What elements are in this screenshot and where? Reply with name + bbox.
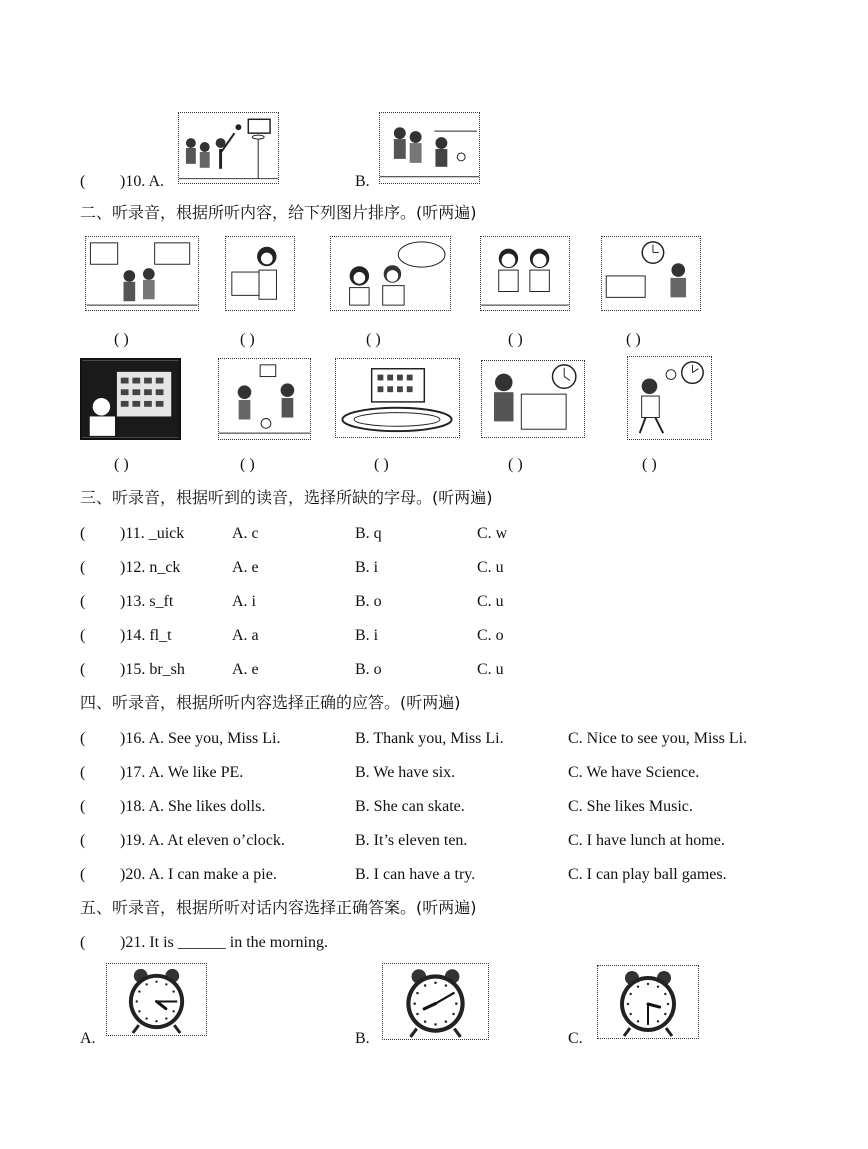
option-c[interactable]: C. She likes Music. [568, 798, 693, 815]
clock-tick [445, 1020, 448, 1023]
clock-leg-right [666, 1028, 672, 1036]
option-c[interactable]: C. I can play ball games. [568, 866, 727, 883]
two-kids-icon[interactable] [480, 236, 570, 311]
question-option-a[interactable]: )17. A. We like PE. [120, 764, 244, 781]
question-option-a[interactable]: )16. A. See you, Miss Li. [120, 730, 281, 747]
option-b[interactable]: B. i [355, 627, 379, 644]
question-option-a[interactable]: )18. A. She likes dolls. [120, 798, 266, 815]
option-b[interactable]: B. She can skate. [355, 798, 465, 815]
clock-tick [434, 982, 437, 985]
answer-paren: ( [80, 934, 86, 951]
question-option-a[interactable]: )19. A. At eleven o’clock. [120, 832, 285, 849]
clock-tick [657, 1020, 659, 1022]
option-c[interactable]: C. w [477, 525, 508, 542]
clock-tick [416, 1013, 419, 1016]
question-label: )15. br_sh [120, 661, 185, 678]
question-option-a[interactable]: )20. A. I can make a pie. [120, 866, 277, 883]
clock-tick [637, 985, 639, 987]
clock-tick [165, 1017, 167, 1019]
clock-tick [145, 1017, 147, 1019]
answer-paren: ( [80, 525, 86, 542]
answer-paren: ( [80, 730, 86, 747]
clock-tick [452, 1013, 455, 1016]
clock-tick [629, 993, 631, 995]
option-b[interactable]: B. Thank you, Miss Li. [355, 730, 504, 747]
clock-tick [664, 1013, 666, 1015]
option-b[interactable]: B. i [355, 559, 379, 576]
boy-basketball-clock-icon[interactable] [627, 356, 712, 440]
clock-tick [667, 1003, 669, 1005]
clock-tick [637, 1020, 639, 1022]
clock-tick [155, 1020, 157, 1022]
order-paren-4[interactable]: ( ) [508, 331, 523, 348]
clock-tick [627, 1003, 629, 1005]
section-5-heading: 五、听录音，根据所听对话内容选择正确答案。(听两遍) [80, 898, 477, 917]
boy-school-clock-icon[interactable] [481, 360, 585, 438]
answer-paren: ( [80, 764, 86, 781]
option-c[interactable]: C. We have Science. [568, 764, 700, 781]
option-b-label: B. [355, 173, 370, 190]
clock-tick [657, 985, 659, 987]
option-c[interactable]: C. Nice to see you, Miss Li. [568, 730, 748, 747]
clock-tick [434, 1023, 437, 1025]
option-b[interactable]: B. q [355, 525, 382, 542]
question-label: )11. _uick [120, 525, 185, 542]
option-b-label[interactable]: B. [355, 1030, 370, 1047]
question-10-label: )10. A. [120, 173, 164, 190]
answer-paren: ( [80, 559, 86, 576]
answer-paren: ( [80, 593, 86, 610]
answer-paren: ( [80, 798, 86, 815]
order-paren-10[interactable]: ( ) [642, 456, 657, 473]
alarm-clock-b-image[interactable] [382, 963, 489, 1040]
clock-tick [424, 1020, 427, 1023]
option-b[interactable]: B. I can have a try. [355, 866, 476, 883]
option-c[interactable]: C. u [477, 593, 504, 610]
order-paren-7[interactable]: ( ) [240, 456, 255, 473]
order-paren-9[interactable]: ( ) [508, 456, 523, 473]
boy-girl-talk-icon[interactable] [330, 236, 451, 311]
clock-leg-right [454, 1029, 460, 1037]
order-paren-3[interactable]: ( ) [366, 331, 381, 348]
option-c[interactable]: C. o [477, 627, 504, 644]
order-paren-1[interactable]: ( ) [114, 331, 129, 348]
option-c[interactable]: C. u [477, 559, 504, 576]
clock-tick [424, 984, 427, 987]
option-c[interactable]: C. I have lunch at home. [568, 832, 725, 849]
clock-tick [664, 993, 666, 995]
clock-leg-left [133, 1025, 139, 1033]
kids-basketball-icon[interactable] [218, 358, 311, 440]
clock-tick [445, 984, 448, 987]
option-b[interactable]: B. o [355, 661, 382, 678]
section-2-heading: 二、听录音，根据所听内容，给下列图片排序。(听两遍) [80, 203, 477, 222]
order-paren-5[interactable]: ( ) [626, 331, 641, 348]
question-21-label: )21. It is ______ in the morning. [120, 934, 328, 951]
clock-tick [629, 1013, 631, 1015]
order-paren-8[interactable]: ( ) [374, 456, 389, 473]
girl-drawing-icon[interactable] [225, 236, 295, 311]
section-3-heading: 三、听录音，根据听到的读音，选择所缺的字母。(听两遍) [80, 488, 493, 507]
option-a[interactable]: A. c [232, 525, 259, 542]
option-a[interactable]: A. i [232, 593, 256, 610]
question-label: )12. n_ck [120, 559, 181, 576]
answer-paren: ( [80, 832, 86, 849]
clock-leg-left [624, 1028, 630, 1036]
clock-tick [413, 1002, 416, 1005]
clock-tick [647, 983, 649, 985]
alarm-clock-a-image[interactable] [106, 963, 207, 1036]
answer-paren: ( [80, 173, 86, 190]
answer-paren: ( [80, 866, 86, 883]
option-b[interactable]: B. We have six. [355, 764, 456, 781]
order-paren-2[interactable]: ( ) [240, 331, 255, 348]
basketball-shooting-image[interactable] [178, 112, 279, 184]
option-a[interactable]: A. e [232, 559, 259, 576]
clock-tick [165, 983, 167, 985]
clock-tick [416, 992, 419, 995]
clock-tick [155, 981, 157, 983]
clock-tick [145, 983, 147, 985]
school-building-icon[interactable] [335, 358, 460, 438]
clock-tick [455, 1002, 458, 1005]
clock-tick [138, 990, 140, 992]
alarm-clock-c-image[interactable] [597, 965, 699, 1039]
option-c-label[interactable]: C. [568, 1030, 583, 1047]
option-b[interactable]: B. It’s eleven ten. [355, 832, 468, 849]
option-a[interactable]: A. a [232, 627, 259, 644]
answer-paren: ( [80, 661, 86, 678]
clock-tick [136, 1000, 138, 1002]
question-label: )14. fl_t [120, 627, 172, 644]
option-b[interactable]: B. o [355, 593, 382, 610]
order-paren-6[interactable]: ( ) [114, 456, 129, 473]
clock-tick [172, 990, 174, 992]
clock-leg-left [411, 1029, 417, 1037]
bedroom-clock-icon[interactable] [601, 236, 701, 311]
clock-tick [172, 1010, 174, 1012]
question-label: )13. s_ft [120, 593, 174, 610]
option-c[interactable]: C. u [477, 661, 504, 678]
teacher-blackboard-icon[interactable] [80, 358, 181, 440]
football-playing-image[interactable] [379, 112, 480, 184]
answer-paren: ( [80, 627, 86, 644]
clock-tick [138, 1010, 140, 1012]
option-a-label[interactable]: A. [80, 1030, 96, 1047]
clock-leg-right [174, 1025, 180, 1033]
books-class-icon[interactable] [85, 236, 199, 311]
section-4-heading: 四、听录音，根据所听内容选择正确的应答。(听两遍) [80, 693, 461, 712]
option-a[interactable]: A. e [232, 661, 259, 678]
